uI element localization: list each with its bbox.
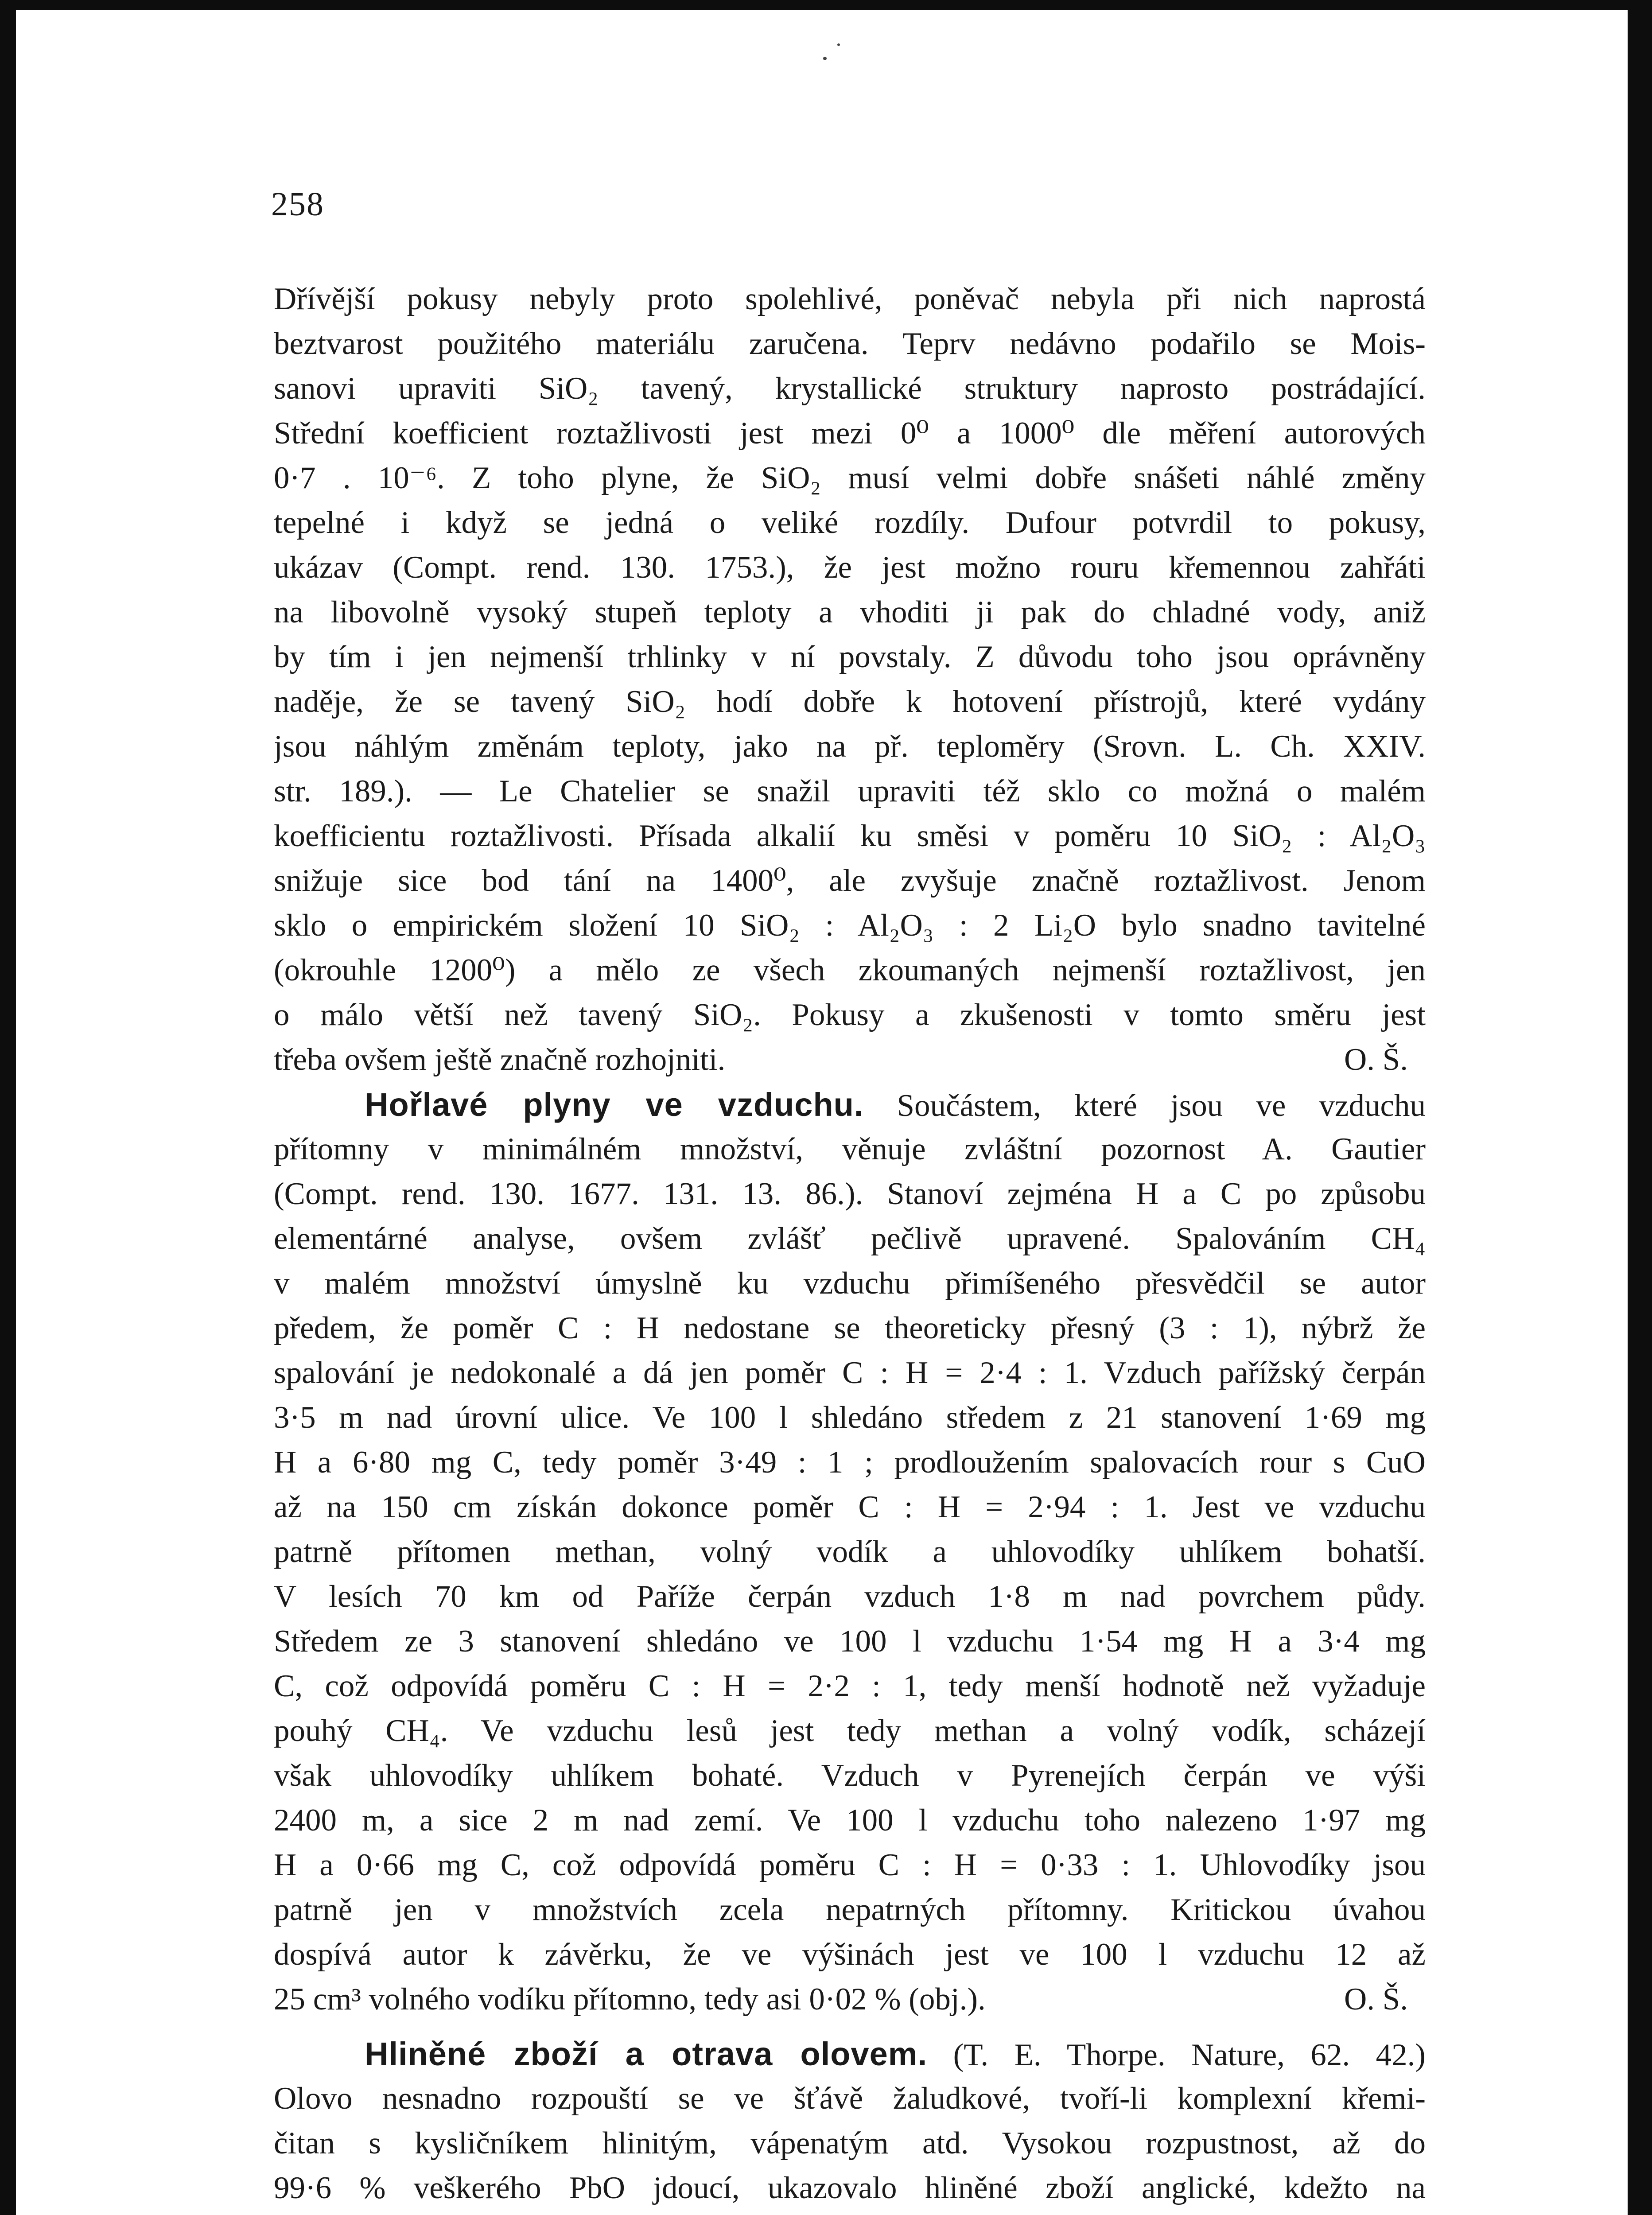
- text-line: H a 6·80 mg C, tedy poměr 3·49 : 1 ; prodloužením spalovacích rour s CuO: [274, 1445, 1426, 1480]
- text-line: Dřívější pokusy nebyly proto spolehlivé, poněvač nebyla při nich naprostá: [274, 282, 1426, 316]
- section-heading: Hořlavé plyny ve vzduchu.: [365, 1086, 864, 1123]
- text-line: str. 189.). — Le Chatelier se snažil upraviti též sklo co možná o malém: [274, 774, 1426, 808]
- section-hlinene-zbozi: [274, 2032, 1426, 2211]
- text-line: Středem ze 3 stanovení shledáno ve 100 l vzduchu 1·54 mg H a 3·4 mg: [274, 1624, 1426, 1659]
- text-line: 25 cm³ volného vodíku přítomno, tedy asi 0·02 % (obj.).: [274, 1982, 986, 2017]
- text-line: tepelné i když se jedná o veliké rozdíly. Dufour potvrdil to pokusy,: [274, 505, 1426, 540]
- scan-speck: [823, 57, 827, 60]
- text-line: H a 0·66 mg C, což odpovídá poměru C : H = 0·33 : 1. Uhlovodíky jsou: [274, 1848, 1426, 1882]
- scan-border-right: [1628, 0, 1652, 2215]
- text-line: však uhlovodíky uhlíkem bohaté. Vzduch v Pyrenejích čerpán ve výši: [274, 1758, 1426, 1793]
- text-line: 3·5 m nad úrovní ulice. Ve 100 l shledáno středem z 21 stanovení 1·69 mg: [274, 1400, 1426, 1435]
- text-line: 99·6 % veškerého PbO jdoucí, ukazovalo hliněné zboží anglické, kdežto na: [274, 2171, 1426, 2205]
- text-line: až na 150 cm získán dokonce poměr C : H = 2·94 : 1. Jest ve vzduchu: [274, 1490, 1426, 1524]
- text-line: Olovo nesnadno rozpouští se ve šťávě žaludkové, tvoří-li komplexní křemi-: [274, 2081, 1426, 2116]
- text-line: koefficientu roztažlivosti. Přísada alkalií ku směsi v poměru 10 SiO₂ : Al₂O₃: [274, 819, 1426, 853]
- text-line: jsou náhlým změnám teploty, jako na př. teploměry (Srovn. L. Ch. XXIV.: [274, 729, 1426, 764]
- text-line: by tím i jen nejmenší trhlinky v ní povstaly. Z důvodu toho jsou oprávněny: [274, 640, 1426, 674]
- text-line: o málo větší než tavený SiO₂. Pokusy a zkušenosti v tomto směru jest: [274, 998, 1426, 1032]
- section-horlave-plyny: [274, 1082, 1426, 2022]
- text-line: sklo o empirickém složení 10 SiO₂ : Al₂O₃ : 2 Li₂O bylo snadno tavitelné: [274, 908, 1426, 943]
- article-text: [274, 277, 1426, 2211]
- text-line: dospívá autor k závěrku, že ve výšinách jest ve 100 l vzduchu 12 až: [274, 1937, 1426, 1972]
- text-line: (Compt. rend. 130. 1677. 131. 13. 86.). Stanoví zejména H a C po způsobu: [274, 1177, 1426, 1211]
- scan-border-top: [0, 0, 1652, 10]
- text-line: patrně jen v množstvích zcela nepatrných přítomny. Kritickou úvahou: [274, 1892, 1426, 1927]
- text-line: na libovolně vysoký stupeň teploty a vhoditi ji pak do chladné vody, aniž: [274, 595, 1426, 630]
- scan-speck: [837, 43, 840, 46]
- text-line: snižuje sice bod tání na 1400⁰, ale zvyšuje značně roztažlivost. Jenom: [274, 863, 1426, 898]
- text-line: beztvarost použitého materiálu zaručena. Teprv nedávno podařilo se Mois-: [274, 326, 1426, 361]
- text-line: čitan s kysličníkem hlinitým, vápenatým atd. Vysokou rozpustnost, až do: [274, 2126, 1426, 2161]
- text-line: naděje, že se tavený SiO₂ hodí dobře k hotovení přístrojů, které vydány: [274, 684, 1426, 719]
- author-signature: O. Š.: [1344, 1042, 1408, 1077]
- paragraph-1: [274, 277, 1426, 1082]
- text-line: elementárné analyse, ovšem zvlášť pečlivě upravené. Spalováním CH₄: [274, 1221, 1426, 1256]
- section-heading-line: [274, 2032, 1426, 2076]
- text-line: 0·7 . 10⁻⁶. Z toho plyne, že SiO₂ musí velmi dobře snášeti náhlé změny: [274, 461, 1426, 495]
- text-line: patrně přítomen methan, volný vodík a uhlovodíky uhlíkem bohatší.: [274, 1535, 1426, 1569]
- section-heading: Hliněné zboží a otrava olovem.: [365, 2036, 928, 2072]
- text-line: C, což odpovídá poměru C : H = 2·2 : 1, tedy menší hodnotě než vyžaduje: [274, 1669, 1426, 1703]
- text-line: sanovi upraviti SiO₂ tavený, krystallické struktury naprosto postrádající.: [274, 371, 1426, 406]
- text-line-with-signature: [274, 1038, 1426, 1082]
- page-number: 258: [271, 186, 324, 223]
- text-line: spalování je nedokonalé a dá jen poměr C : H = 2·4 : 1. Vzduch pařížský čerpán: [274, 1356, 1426, 1390]
- text-line: přítomny v minimálném množství, věnuje zvláštní pozornost A. Gautier: [274, 1132, 1426, 1166]
- text-line: pouhý CH₄. Ve vzduchu lesů jest tedy methan a volný vodík, scházejí: [274, 1714, 1426, 1748]
- text-line: Součástem, které jsou ve vzduchu: [897, 1088, 1426, 1123]
- author-signature: O. Š.: [1344, 1982, 1408, 2017]
- text-line: Střední koefficient roztažlivosti jest mezi 0⁰ a 1000⁰ dle měření autorových: [274, 416, 1426, 451]
- text-line: předem, že poměr C : H nedostane se theoreticky přesný (3 : 1), nýbrž že: [274, 1311, 1426, 1345]
- text-line: v malém množství úmyslně ku vzduchu přimíšeného přesvědčil se autor: [274, 1266, 1426, 1301]
- text-line: 2400 m, a sice 2 m nad zemí. Ve 100 l vzduchu toho nalezeno 1·97 mg: [274, 1803, 1426, 1838]
- text-line-with-signature: [274, 1977, 1426, 2022]
- text-line: třeba ovšem ještě značně rozhojniti.: [274, 1042, 726, 1077]
- text-line: V lesích 70 km od Paříže čerpán vzduch 1·8 m nad povrchem půdy.: [274, 1579, 1426, 1614]
- text-line: (okrouhle 1200⁰) a mělo ze všech zkoumaných nejmenší roztažlivost, jen: [274, 953, 1426, 987]
- text-line: ukázav (Compt. rend. 130. 1753.), že jest možno rouru křemennou zahřáti: [274, 550, 1426, 585]
- text-line: (T. E. Thorpe. Nature, 62. 42.): [953, 2038, 1426, 2072]
- scan-border-left: [0, 0, 16, 2215]
- section-gap: [274, 2022, 1426, 2032]
- section-heading-line: [274, 1082, 1426, 1127]
